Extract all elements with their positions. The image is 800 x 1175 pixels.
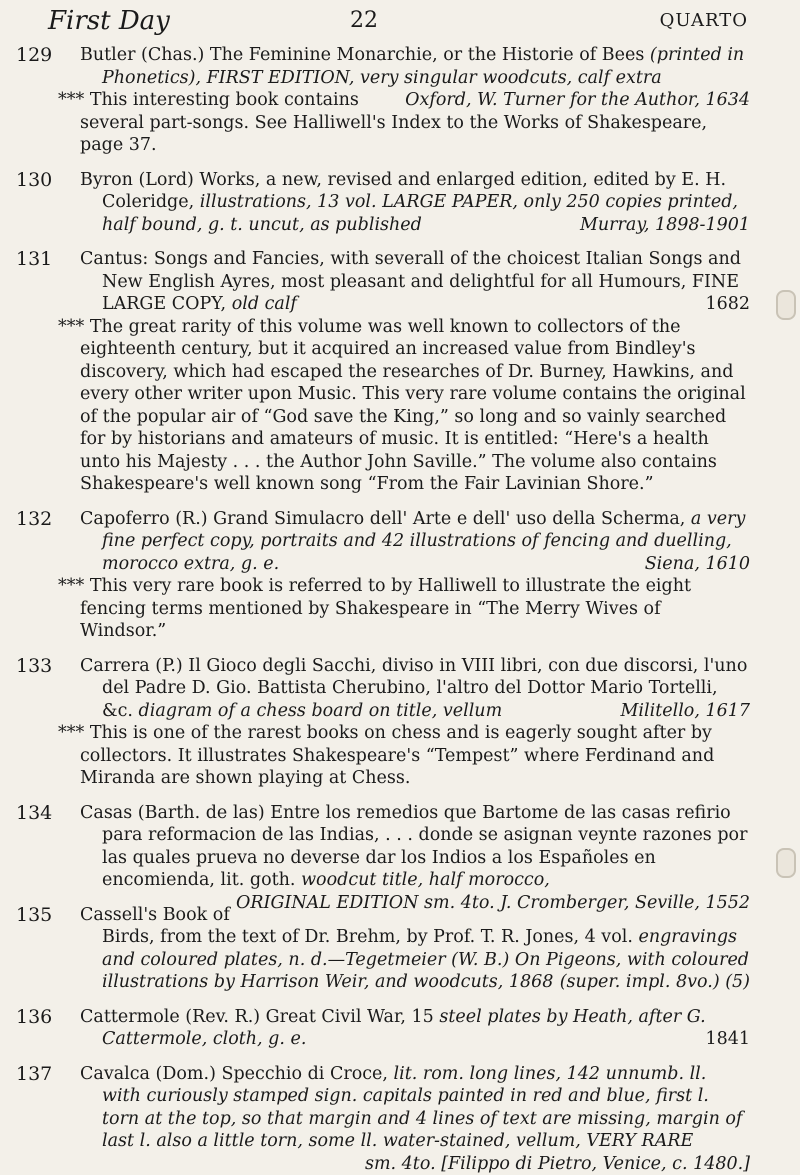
lot-number: 135: [16, 904, 64, 927]
lot-note: *** This interesting book contains several part-songs. See Halliwell's Index to the Works of Shakespeare, page 37.: [58, 89, 750, 157]
lot-heading: Byron (Lord) Works, a new, revised and enlarged edition, edited by E. H. Coleridge,: [80, 170, 726, 213]
lot-note: *** The great rarity of this volume was well known to collectors of the eighteenth century, but it acquired an increased value from Bindley's discovery, which had escaped the researches of Dr. Burney, Hawkins, and every other writer upon Music. This very rare volume contains the original of the popular air of “God save the King,” so long and so vainly searched for by historians and amateurs of music. It is entitled: “Here's a health unto his Majesty . . . the Author John Saville.” The volume also contains Shakespeare's well known song “From the Fair Lavinian Shore.”: [58, 316, 750, 496]
lot-entry: [80, 1063, 750, 1153]
lot-note: *** This is one of the rarest books on chess and is eagerly sought after by collectors. It illustrates Shakespeare's “Tempest” where Ferdinand and Miranda are shown playing at Chess.: [58, 722, 750, 790]
lot-number: 134: [16, 802, 64, 825]
lot-title: [80, 169, 750, 237]
lot-description: lit. rom. long lines, 142 unnumb. ll. with curiously stamped sign. capitals painted in red and blue, first l. torn at the top, so that margin and 4 lines of text are missing, margin of last l. also a little torn, some ll. water-stained, vellum, VERY RARE: [102, 1064, 742, 1152]
lot-title: [80, 44, 750, 89]
lot-imprint: Militello, 1617: [643, 700, 751, 723]
lot-entry: [80, 169, 750, 237]
lot-title: [80, 1063, 750, 1153]
lot-imprint: Oxford, W. Turner for the Author, 1634: [427, 89, 750, 112]
lot-heading: Cassell's Book of Birds, from the text of Dr. Brehm, by Prof. T. R. Jones, 4 vol.: [80, 905, 633, 948]
lot-imprint: sm. 4to. [Filippo di Pietro, Venice, c. 1480.]: [387, 1153, 750, 1175]
lot-title: [80, 904, 750, 994]
lot-number: 131: [16, 248, 64, 271]
lot-imprint: ORIGINAL EDITION sm. 4to. J. Cromberger, Seville, 1552: [258, 892, 750, 915]
lot-entry: [80, 508, 750, 643]
lot-entry: [80, 248, 750, 496]
lot-heading: Carrera (P.) Il Gioco degli Sacchi, diviso in VIII libri, con due discorsi, l'uno del Padre D. Gio. Battista Cherubino, l'altro del Dottor Mario Tortelli, &c.: [80, 656, 747, 721]
lot-entry: [80, 802, 750, 892]
lot-imprint: (super. impl. 8vo.) (5): [582, 971, 750, 994]
lot-description: a very fine perfect copy, portraits and 42 illustrations of fencing and duelling, morocco extra, g. e.: [102, 509, 745, 574]
binding-hole-mark: [776, 290, 796, 320]
lot-number: 129: [16, 44, 64, 67]
lot-list: [80, 44, 750, 1175]
lot-description: (printed in Phonetics), FIRST EDITION, very singular woodcuts, calf extra: [102, 45, 744, 88]
lot-number: 133: [16, 655, 64, 678]
page-number: 22: [350, 8, 378, 33]
lot-description: old calf: [232, 294, 297, 314]
lot-entry: [80, 904, 750, 994]
lot-number: 130: [16, 169, 64, 192]
lot-description: illustrations, 13 vol. LARGE PAPER, only 250 copies printed, half bound, g. t. uncut, as published: [102, 192, 738, 235]
lot-number: 137: [16, 1063, 64, 1086]
lot-imprint: 1841: [727, 1028, 750, 1051]
binding-hole-mark: [776, 848, 796, 878]
lot-imprint: Siena, 1610: [667, 553, 750, 576]
lot-entry: [80, 1006, 750, 1051]
lot-heading: Cavalca (Dom.) Specchio di Croce,: [80, 1064, 388, 1084]
lot-description: engravings and coloured plates, n. d.—Tegetmeier (W. B.) On Pigeons, with coloured illustrations by Harrison Weir, and woodcuts, 1868: [102, 927, 749, 992]
lot-title: [80, 508, 750, 576]
lot-heading: Casas (Barth. de las) Entre los remedios que Bartome de las casas refirio para reformacion de las Indias, . . . donde se asignan veynte razones por las quales prueva no deverse dar los Indios a los Españoles en encomienda, lit. goth.: [80, 803, 747, 891]
lot-title: [80, 655, 750, 723]
lot-heading: Cantus: Songs and Fancies, with severall of the choicest Italian Songs and New English Ayres, most pleasant and delightful for all Humours, FINE LARGE COPY,: [80, 249, 741, 314]
lot-title: [80, 802, 750, 892]
lot-heading: Capoferro (R.) Grand Simulacro dell' Arte e dell' uso della Scherma,: [80, 509, 685, 529]
lot-number: 132: [16, 508, 64, 531]
lot-heading: Butler (Chas.) The Feminine Monarchie, or the Historie of Bees: [80, 45, 644, 65]
header-format: QUARTO: [660, 10, 748, 31]
lot-entry: [80, 655, 750, 790]
lot-note: *** This very rare book is referred to by Halliwell to illustrate the eight fencing terms mentioned by Shakespeare in “The Merry Wives of Windsor.”: [58, 575, 750, 643]
lot-description: woodcut title, half morocco,: [301, 870, 550, 890]
lot-imprint: Murray, 1898-1901: [602, 214, 750, 237]
page-header: [48, 6, 748, 46]
lot-number: 136: [16, 1006, 64, 1029]
lot-title: [80, 1006, 750, 1051]
lot-description: diagram of a chess board on title, vellum: [139, 701, 503, 721]
lot-description: steel plates by Heath, after G. Cattermole, cloth, g. e.: [102, 1007, 706, 1050]
lot-title: [80, 248, 750, 316]
lot-heading: Cattermole (Rev. R.) Great Civil War, 15: [80, 1007, 434, 1027]
lot-imprint: 1682: [727, 293, 750, 316]
header-day: First Day: [48, 6, 170, 36]
lot-entry: [80, 44, 750, 157]
